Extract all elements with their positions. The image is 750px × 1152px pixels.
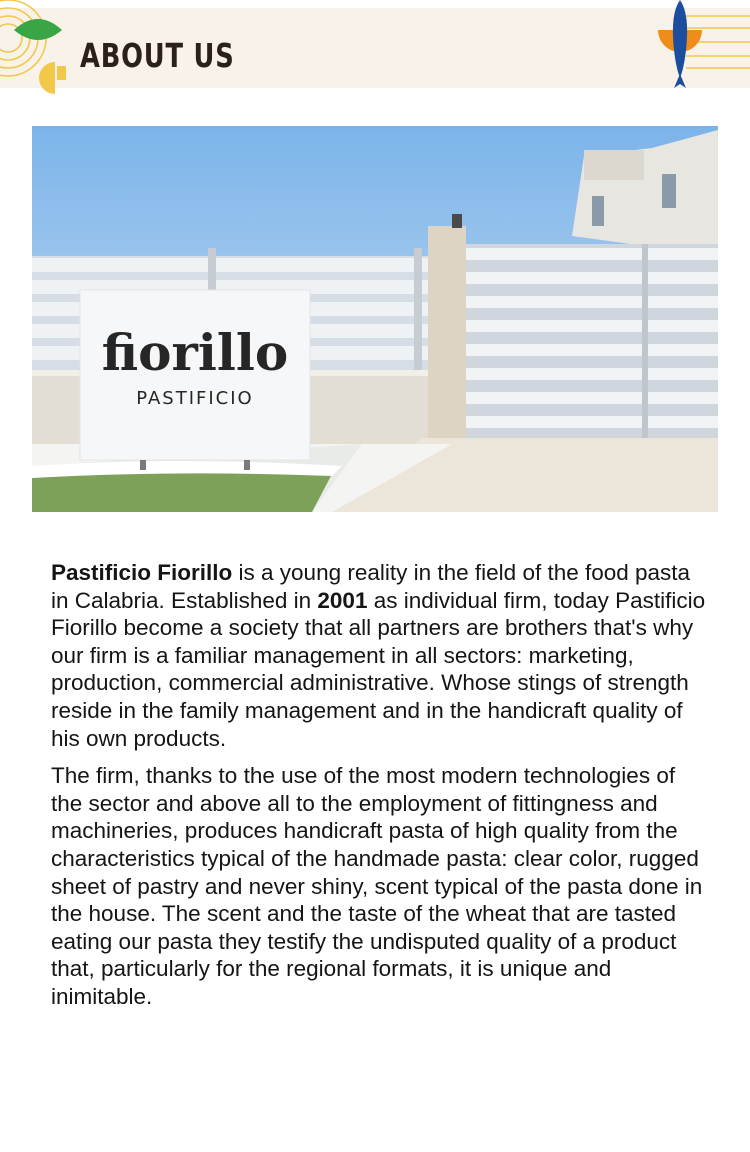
leaf-and-sun-decoration-icon (0, 0, 80, 96)
founding-year: 2001 (317, 587, 368, 613)
body-paragraph: The firm, thanks to the use of the most modern technologies of the sector and above all to the employment of fittingness and machineries, produces handicraft pasta of high quality from the characteristics typical of the handmade pasta: clear color, rugged sheet of pastry and never shiny, scent typical of the pasta done in the house. The scent and the taste of the wheat that are tasted eating our pasta they testify the undisputed quality of a product that, particularly for the regional formats, it is unique and inimitable. (51, 763, 703, 1009)
sign-subtitle-text: PASTIFICIO (136, 388, 254, 409)
intro-text-a: is a young reality in the field of the food pasta in Calabria. Established in (51, 560, 691, 613)
intro-paragraph (51, 559, 711, 752)
factory-entrance-photo (32, 126, 718, 512)
sign-logo-text: fiorillo (101, 323, 289, 382)
intro-text-b: as individual firm, today Pastificio Fiorillo become a society that all partners are brothers that's why our firm is a familiar management in all sectors: marketing, production, commercial administrative. Whose stings of strength reside in the family management and in the handicraft quality of his own products. (51, 587, 706, 751)
brand-name: Pastificio Fiorillo (51, 560, 233, 585)
fish-decoration-icon (650, 0, 750, 92)
page-title: ABOUT US (80, 36, 235, 75)
page-header (0, 8, 750, 88)
about-text (51, 559, 711, 1021)
